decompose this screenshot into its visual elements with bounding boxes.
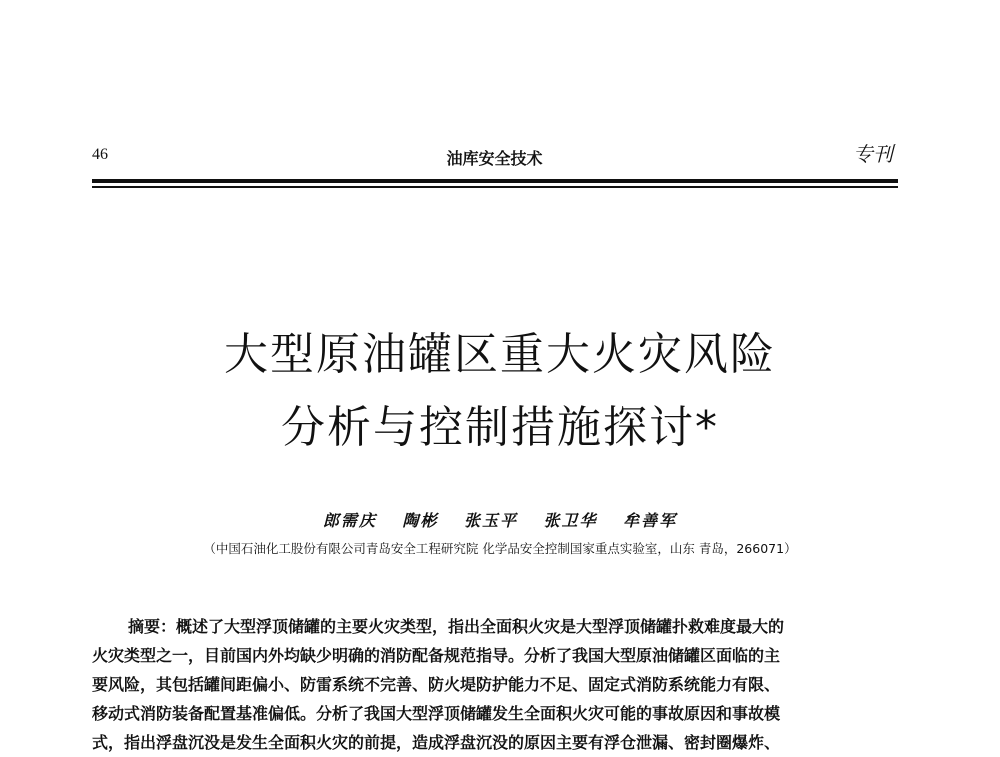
issue-label: 专刊 bbox=[853, 142, 893, 166]
abstract-line: 移动式消防装备配置基准偏低。分析了我国大型浮顶储罐发生全面积火灾可能的事故原因和事故模 bbox=[92, 704, 781, 723]
affiliation: （中国石油化工股份有限公司青岛安全工程研究院 化学品安全控制国家重点实验室，山东 青岛，266071） bbox=[203, 541, 797, 556]
abstract bbox=[92, 612, 898, 757]
journal-name: 油库安全技术 bbox=[446, 149, 543, 168]
abstract-line: 摘要：概述了大型浮顶储罐的主要火灾类型，指出全面积火灾是大型浮顶储罐扑救难度最大的 bbox=[128, 617, 785, 636]
paper-title-line-2: 分析与控制措施探讨* bbox=[281, 402, 719, 453]
abstract-line: 火灾类型之一，目前国内外均缺少明确的消防配备规范指导。分析了我国大型原油储罐区面临的主 bbox=[92, 646, 781, 665]
page-header bbox=[92, 138, 897, 178]
header-rule-thin bbox=[92, 186, 898, 188]
page-number: 46 bbox=[92, 146, 108, 163]
abstract-line: 式，指出浮盘沉没是发生全面积火灾的前提，造成浮盘沉没的原因主要有浮仓泄漏、密封圈爆炸、 bbox=[92, 733, 781, 752]
author-list: 郎需庆 陶彬 张玉平 张卫华 牟善军 bbox=[322, 511, 678, 530]
paper-title-line-1: 大型原油罐区重大火灾风险 bbox=[224, 329, 776, 380]
abstract-line: 要风险，其包括罐间距偏小、防雷系统不完善、防火堤防护能力不足、固定式消防系统能力有限、 bbox=[92, 675, 781, 694]
header-rule-thick bbox=[92, 179, 898, 183]
